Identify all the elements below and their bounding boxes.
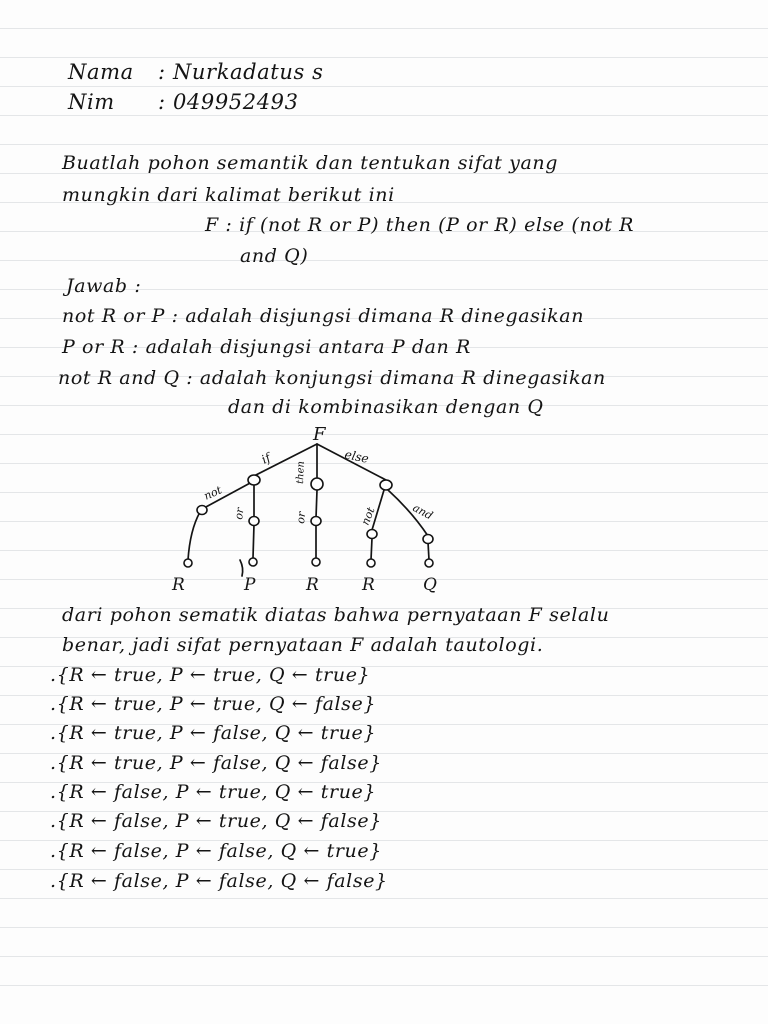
semantic-tree-diagram [0, 420, 768, 605]
ruled-line [0, 57, 768, 58]
explanation-line: P or R : adalah disjungsi antara P dan R [62, 336, 471, 358]
assignment-row: .{R ← true, P ← false, Q ← false} [50, 752, 382, 774]
assignment-row: .{R ← false, P ← true, Q ← false} [50, 810, 382, 832]
explanation-line: dan di kombinasikan dengan Q [228, 396, 544, 418]
conclusion-line-1: dari pohon sematik diatas bahwa pernyataan F selalu [62, 604, 610, 626]
tree-edge-label: not [358, 505, 378, 528]
tree-node [197, 506, 207, 515]
ruled-line [0, 898, 768, 899]
assignment-row: .{R ← true, P ← true, Q ← false} [50, 693, 377, 715]
question-line-2: mungkin dari kalimat berikut ini [62, 184, 395, 206]
tree-edge-label: and [410, 501, 435, 523]
edge-to-leaf-r [188, 512, 200, 560]
explanation-line: not R and Q : adalah konjungsi dimana R dinegasikan [58, 367, 606, 389]
tree-leaf-label: R [306, 575, 319, 595]
tree-node [249, 517, 259, 526]
edge-or-middle [316, 490, 317, 518]
tree-leaf-node [249, 558, 257, 566]
assignment-row: .{R ← false, P ← false, Q ← true} [50, 840, 382, 862]
tree-edge-label: if [259, 450, 273, 467]
stray-stroke [240, 560, 243, 576]
tree-node [367, 530, 377, 539]
nim-value: : 049952493 [158, 90, 299, 114]
tree-node [248, 475, 260, 485]
tree-node [423, 535, 433, 544]
ruled-line [0, 144, 768, 145]
ruled-line [0, 115, 768, 116]
nim-label: Nim [68, 90, 115, 114]
tree-node [311, 517, 321, 526]
tree-node [311, 478, 323, 490]
answer-heading: Jawab : [66, 275, 142, 297]
formula-line-1: F : if (not R or P) then (P or R) else (not R [205, 214, 635, 236]
tree-leaf-node [367, 559, 375, 567]
tree-edge-label: or [232, 506, 247, 521]
assignment-row: .{R ← true, P ← false, Q ← true} [50, 722, 377, 744]
assignment-row: .{R ← true, P ← true, Q ← true} [50, 664, 371, 686]
tree-leaf-node [312, 558, 320, 566]
tree-node [380, 480, 392, 490]
ruled-line [0, 927, 768, 928]
tree-leaf-label: R [362, 575, 375, 595]
tree-leaf-label: Q [423, 575, 437, 595]
tree-edge-label: else [343, 447, 370, 466]
conclusion-line-2: benar, jadi sifat pernyataan F adalah tautologi. [62, 634, 544, 656]
edge-to-leaf-p [253, 524, 254, 558]
question-line-1: Buatlah pohon semantik dan tentukan sifat yang [62, 152, 559, 174]
tree-leaf-label: R [172, 575, 185, 595]
assignment-row: .{R ← false, P ← false, Q ← false} [50, 870, 388, 892]
tree-edge-label: then [295, 460, 307, 485]
tree-root-label: F [313, 424, 326, 445]
name-value: : Nurkadatus s [158, 60, 324, 84]
assignment-row: .{R ← false, P ← true, Q ← true} [50, 781, 377, 803]
edge-to-leaf-q [428, 542, 429, 560]
tree-leaf-node [425, 559, 433, 567]
ruled-line [0, 956, 768, 957]
tree-leaf-node [184, 559, 192, 567]
edge-to-leaf-r-right [371, 538, 372, 560]
ruled-line [0, 985, 768, 986]
name-label: Nama [68, 60, 134, 84]
ruled-line [0, 260, 768, 261]
ruled-line [0, 86, 768, 87]
ruled-line [0, 28, 768, 29]
formula-line-2: and Q) [240, 245, 309, 267]
tree-leaf-label: P [244, 575, 256, 595]
tree-edge-label: or [294, 511, 309, 525]
tree-edge-label: not [201, 483, 224, 503]
explanation-line: not R or P : adalah disjungsi dimana R dinegasikan [62, 305, 585, 327]
